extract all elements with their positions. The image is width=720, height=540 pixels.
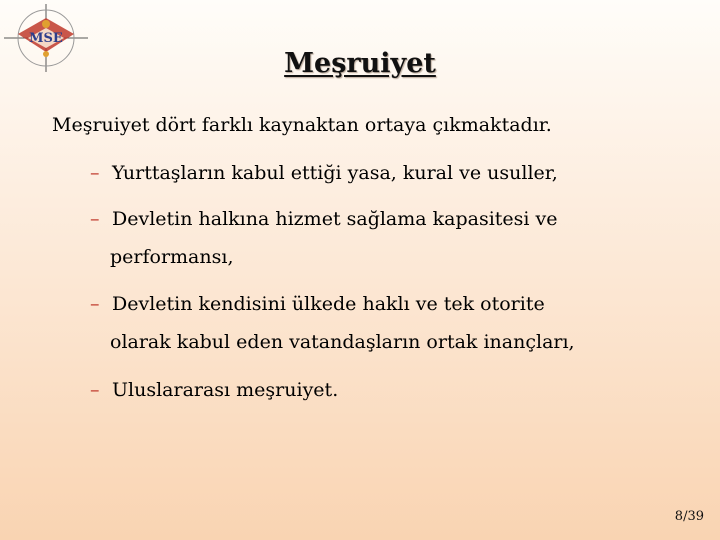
- logo-letters: MSE: [29, 31, 63, 46]
- bullet-text: Devletin halkına hizmet sağlama kapasitesi ve: [112, 208, 558, 230]
- bullet-item-3: [90, 285, 575, 361]
- slide-title: Meşruiyet: [284, 48, 436, 79]
- bullet-text: Devletin kendisini ülkede haklı ve tek otorite: [112, 293, 545, 315]
- bullet-text-continuation: performansı,: [110, 246, 234, 268]
- bullet-dash: –: [90, 208, 100, 230]
- bullet-dash: –: [90, 293, 100, 315]
- page-number: 8/39: [674, 509, 704, 524]
- bullet-text: Uluslararası meşruiyet.: [112, 379, 339, 401]
- bullet-text: Yurttaşların kabul ettiği yasa, kural ve usuller,: [112, 162, 558, 184]
- intro-text: Meşruiyet dört farklı kaynaktan ortaya çıkmaktadır.: [52, 114, 552, 136]
- bullet-dash: –: [90, 379, 100, 401]
- bullet-item-1: [90, 154, 558, 192]
- bullet-item-4: [90, 371, 338, 409]
- bullet-dash: –: [90, 162, 100, 184]
- bullet-item-2: [90, 200, 558, 276]
- bullet-text-continuation: olarak kabul eden vatandaşların ortak inançları,: [110, 331, 575, 353]
